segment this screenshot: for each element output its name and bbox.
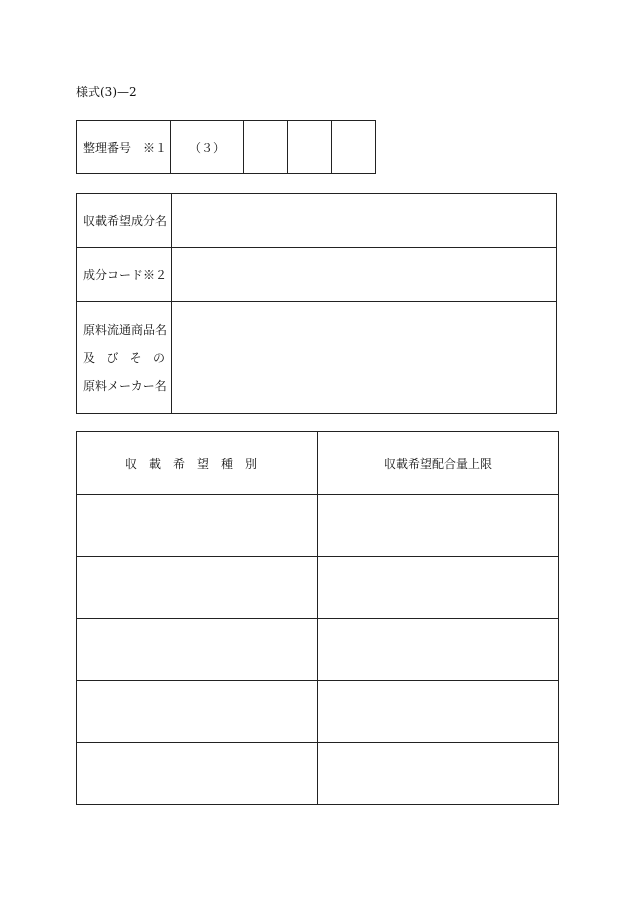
category-cell[interactable]	[77, 681, 318, 743]
trade-name-char: そ	[129, 350, 142, 365]
limit-cell[interactable]	[318, 743, 559, 805]
category-cell[interactable]	[77, 743, 318, 805]
reference-number-box[interactable]	[332, 121, 376, 174]
table-row	[77, 495, 559, 557]
table-row	[77, 619, 559, 681]
trade-name-line2	[83, 344, 165, 372]
table-row	[77, 557, 559, 619]
limit-cell[interactable]	[318, 619, 559, 681]
ingredient-name-label: 収載希望成分名	[77, 194, 172, 248]
category-header: 収載希望種別	[77, 432, 318, 495]
category-cell[interactable]	[77, 619, 318, 681]
trade-name-line1: 原料流通商品名	[83, 322, 168, 337]
ingredient-name-field[interactable]	[172, 194, 557, 248]
limit-cell[interactable]	[318, 557, 559, 619]
form-id: 様式(3)—2	[76, 85, 137, 99]
trade-name-line3: 原料メーカー名	[83, 378, 167, 393]
category-cell[interactable]	[77, 557, 318, 619]
trade-name-char: 及	[83, 350, 96, 365]
limit-header: 収載希望配合量上限	[318, 432, 559, 495]
ingredient-code-label: 成分コード※２	[77, 248, 172, 302]
trade-name-char: び	[106, 350, 119, 365]
trade-name-char: の	[152, 350, 165, 365]
ingredient-info-table	[76, 193, 557, 414]
category-limit-table	[76, 431, 559, 805]
reference-number-box[interactable]	[244, 121, 288, 174]
reference-number-table	[76, 120, 376, 174]
limit-cell[interactable]	[318, 495, 559, 557]
reference-number-box[interactable]	[288, 121, 332, 174]
trade-name-maker-label	[77, 302, 172, 414]
reference-number-prefix: （３）	[171, 121, 244, 174]
limit-cell[interactable]	[318, 681, 559, 743]
category-cell[interactable]	[77, 495, 318, 557]
table-row	[77, 681, 559, 743]
reference-number-label: 整理番号 ※１	[77, 121, 171, 174]
ingredient-code-field[interactable]	[172, 248, 557, 302]
trade-name-maker-field[interactable]	[172, 302, 557, 414]
table-row	[77, 743, 559, 805]
